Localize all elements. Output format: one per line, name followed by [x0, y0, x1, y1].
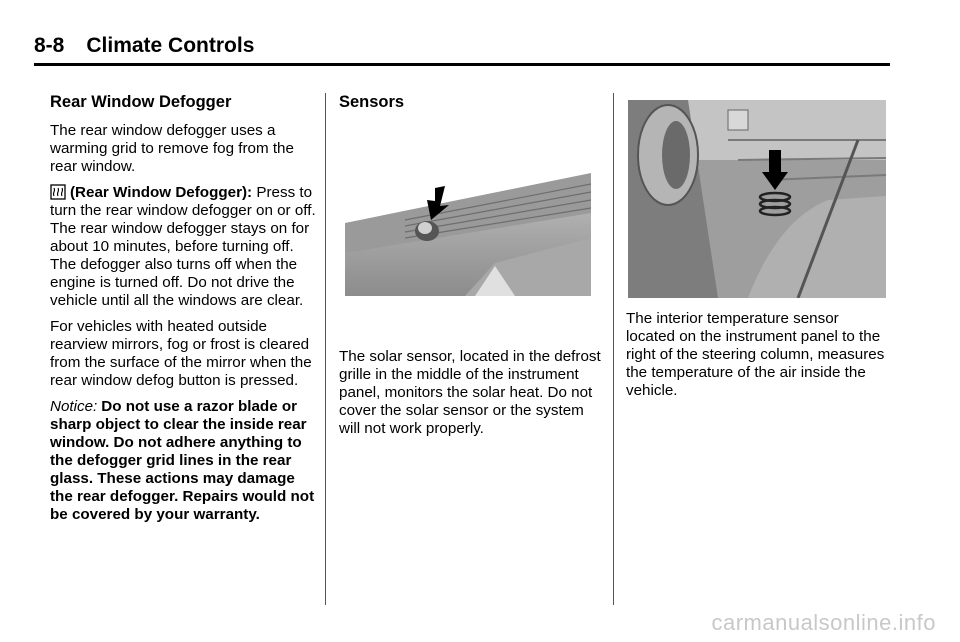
header-rule — [34, 63, 890, 66]
notice-label: Notice: — [50, 398, 98, 415]
interior-sensor-photo — [628, 100, 886, 298]
column-divider-1 — [325, 93, 326, 605]
notice-text: Do not use a razor blade or sharp object to clear the inside rear window. Do not adhere anything to the defogger grid lines in the rear glass. These actions may damage the rear defogger. Repairs would not be covered by your warranty. — [50, 398, 315, 523]
heated-mirrors-text: For vehicles with heated outside rearview mirrors, fog or frost is cleared from the surface of the mirror when the rear window defog button is pressed. — [50, 318, 312, 389]
interior-sensor-text: The interior temperature sensor located on the instrument panel to the right of the steering column, measures the temperature of the air inside the vehicle. — [626, 310, 885, 399]
defogger-button-text: Press to turn the rear window defogger on or off. The rear window defogger stays on for about 10 minutes, before turning off. The defogger also turns off when the engine is turned off. Do not drive the vehicle until all the windows are clear. — [50, 184, 316, 309]
page-number: 8-8 — [34, 34, 65, 57]
defogger-button-label: (Rear Window Defogger): — [70, 184, 253, 201]
defogger-button-description — [50, 184, 320, 310]
solar-sensor-text: The solar sensor, located in the defrost grille in the middle of the instrument panel, monitors the solar heat. Do not cover the solar sensor or the system will not work properly. — [339, 348, 601, 437]
rear-defogger-heading: Rear Window Defogger — [50, 93, 232, 111]
sensors-heading: Sensors — [339, 93, 405, 111]
section-title: Climate Controls — [86, 34, 255, 57]
notice-paragraph — [50, 398, 320, 524]
solar-sensor-photo — [345, 168, 591, 296]
page-header — [34, 34, 254, 58]
solar-sensor-block — [339, 348, 601, 446]
right-column — [626, 310, 890, 408]
watermark: carmanualsonline.info — [711, 610, 936, 635]
column-divider-2 — [613, 93, 614, 605]
middle-column — [339, 92, 601, 122]
left-column — [50, 92, 320, 532]
rear-defogger-icon — [50, 184, 66, 200]
defogger-intro: The rear window defogger uses a warming grid to remove fog from the rear window. — [50, 122, 294, 175]
